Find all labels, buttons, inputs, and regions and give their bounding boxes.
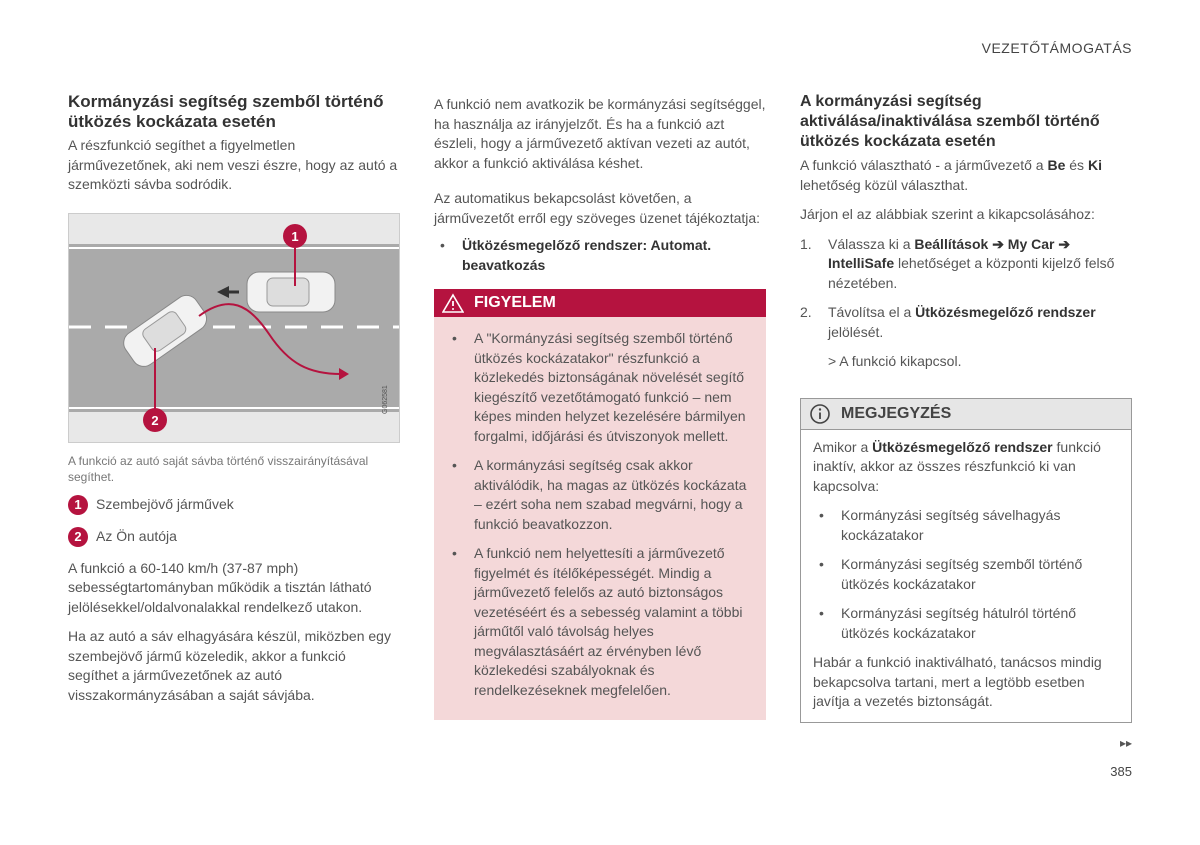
legend-badge: 2: [68, 527, 88, 547]
legend-item: [68, 527, 398, 547]
figure-code: G062581: [382, 384, 389, 414]
step-number: 2.: [800, 304, 812, 320]
info-icon: [809, 403, 831, 425]
body-paragraph: Ha az autó a sáv elhagyására készül, miközben egy szembejövő jármű közeledik, akkor a funkció segíthet a járművezetőnek az autó visszakormányzásában a saját sávjába.: [68, 628, 391, 703]
list-item: • Kormányzási segítség szemből történő ütközés kockázatakor: [813, 555, 1119, 594]
note-header: [801, 399, 1131, 430]
list-item: • A funkció nem helyettesíti a járművezető figyelmét és ítélőképességét. Mindig a járművezető felelős az autó biztonságos vezetéséért és a sebesség valamint a többi járműtől való távolság helyes megválasztásáért az érvényben lévő közlekedési szabályoknak és rendelkezéseknek megfelelően.: [446, 544, 754, 700]
body-paragraph: A funkció a 60-140 km/h (37-87 mph) sebességtartományban működik a tisztán látható jelölésekkel/oldalvonalakkal rendelkező utakon.: [68, 559, 372, 615]
ui-text-bold: Ütközésmegelőző rendszer: [462, 237, 643, 253]
intro-text: A funkció választható - a járművezető a Be és Ki lehetőség közül választhat.: [800, 157, 1102, 193]
list-item: • Kormányzási segítség sávelhagyás kockázatakor: [813, 506, 1119, 545]
step-item: 1. Válassza ki a Beállítások ➔ My Car ➔ IntelliSafe lehetőséget a központi kijelző felső nézetében.: [800, 235, 1115, 291]
column-middle: [434, 92, 766, 720]
page-number: 385: [1110, 764, 1132, 779]
body-paragraph: Járjon el az alábbiak szerint a kikapcsolásához:: [800, 206, 1095, 222]
list-item: • A "Kormányzási segítség szemből történő ütközés kockázatakor" részfunkció a közlekedés biztonságának növelését segítő kiegészítő vezetőtámogató funkció – nem képes minden helyzet kezelésére bármilyen forgalmi, időjárási és útviszonyok mellett.: [446, 329, 754, 446]
ui-text: : Automat. beavatkozás: [462, 237, 712, 273]
note-title: MEGJEGYZÉS: [841, 404, 952, 422]
list-item: • A kormányzási segítség csak akkor aktiválódik, ha magas az ütközés kockázata – ezért soha nem szabad megvárni, hogy a funkció beavatkozzon.: [446, 456, 754, 534]
svg-text:2: 2: [151, 412, 159, 428]
illustration: [68, 213, 400, 443]
legend-label: Szembejövő járművek: [96, 495, 234, 512]
legend-item: [68, 495, 398, 515]
note-outro: Habár a funkció inaktiválható, tanácsos mindig bekapcsolva tartani, mert a legtöbb esetben javítja a vezetés biztonságát.: [813, 654, 1102, 709]
section-heading: Kormányzási segítség szemből történő ütközés kockázata esetén: [68, 92, 384, 131]
list-item: [434, 236, 766, 275]
oncoming-car-icon: [247, 272, 335, 312]
step-item: 2. Távolítsa el a Ütközésmegelőző rendszer jelölését.: [800, 304, 1096, 340]
note-box: [800, 398, 1132, 723]
note-intro: Amikor a Ütközésmegelőző rendszer funkció inaktív, akkor az összes részfunkció ki van kapcsolva:: [813, 438, 1101, 494]
body-paragraph: A funkció nem avatkozik be kormányzási segítséggel, ha használja az irányjelzőt. És ha a funkció azt észleli, hogy a járművezető aktívan vezeti az autót, akkor a funkció aktiválása késhet.: [434, 96, 766, 171]
page-header: VEZETŐTÁMOGATÁS: [981, 40, 1132, 56]
legend-badge: 1: [68, 495, 88, 515]
section-heading: A kormányzási segítség aktiválása/inaktiválása szemből történő ütközés kockázata esetén: [800, 93, 1100, 150]
body-paragraph: Az automatikus bekapcsolást követően, a járművezetőt erről egy szöveges üzenet tájékoztatja:: [434, 190, 761, 226]
warning-icon: [442, 293, 464, 313]
intro-text: A részfunkció segíthet a figyelmetlen járművezetőnek, aki nem veszi észre, hogy az autó a szemközti sávba sodródik.: [68, 137, 398, 192]
legend-label: Az Ön autója: [96, 527, 177, 544]
message-list: [434, 236, 766, 275]
column-left: [68, 92, 398, 715]
step-result: > A funkció kikapcsol.: [828, 353, 962, 369]
list-item: • Kormányzási segítség hátulról történő ütközés kockázatakor: [813, 604, 1119, 643]
road-illustration: [69, 214, 399, 442]
column-right: [800, 92, 1132, 723]
warning-list: [446, 329, 754, 700]
warning-title: FIGYELEM: [474, 294, 556, 312]
svg-text:1: 1: [291, 228, 299, 244]
figure-caption: A funkció az autó saját sávba történő visszairányításával segíthet.: [68, 453, 369, 484]
note-list: [813, 506, 1119, 643]
next-page-arrows-icon: ▸▸: [1119, 736, 1132, 750]
step-number: 1.: [800, 235, 812, 252]
warning-box: [434, 289, 766, 720]
warning-header: [434, 289, 766, 317]
